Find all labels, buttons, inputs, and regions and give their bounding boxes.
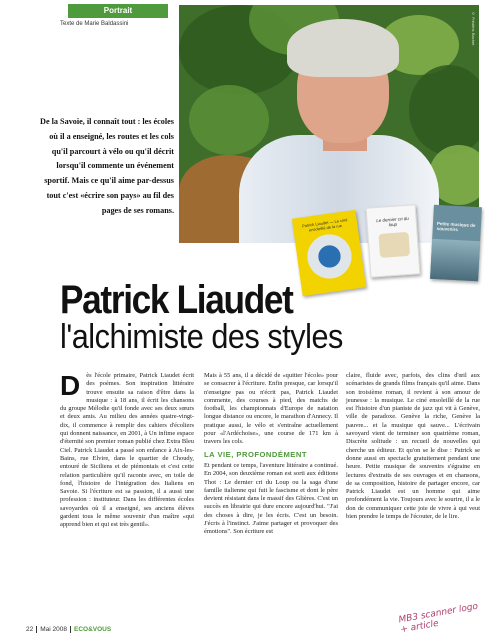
- article-column-2: [204, 372, 338, 537]
- book-cover-2: [366, 204, 421, 277]
- book-cover-art: [430, 239, 480, 281]
- article-column-1: [60, 372, 194, 530]
- handwritten-note: MB3 scanner logo + article: [397, 601, 479, 636]
- column-text: Et pendant ce temps, l'aventure littéraire a continué. En 2004, son deuxième roman est sorti aux éditions Thot : Le dernier cri du Loup ou la saga d'une famille italienne qui fuit le fascisme et dont le père devient résistant dans le massif des Glières. C'est un succès en librairie qui dure encore aujourd'hui. "J'ai des choses à dire, je les écris. C'est un besoin. J'écris à l'instinct. J'aime partager et provoquer des émotions". Son écriture est: [204, 461, 338, 536]
- photo-credit: © Frédéric Bachet: [471, 11, 476, 46]
- book-cover-3: [430, 205, 482, 281]
- byline: Texte de Marie Baldassini: [60, 21, 129, 27]
- book-title: Le dernier cri du loup: [376, 215, 409, 228]
- article-title: Patrick Liaudet: [60, 278, 293, 322]
- book-title: Patrick Liaudet — Le ciné ensoleillé de la rue: [301, 217, 348, 233]
- book-cover-art: [378, 232, 410, 258]
- column-text: Mais à 55 ans, il a décidé de «quitter l'école» pour se consacrer à l'écriture. Enfin presque, car lorsqu'il n'enseigne pas ou n'écrit pas, Patrick Liaudet commente, des courses à pied, des matchs de football, les championnats d'Europe de natation longue distance ou encore, le marathon d'Annecy. Il pratique aussi, le vélo et s'entraîne actuellement pour «l'Ardéchoise», une course de 171 km à travers les cols.: [204, 372, 338, 446]
- article-column-3: [346, 372, 480, 521]
- column-text: claire, fluide avec, parfois, des clins d'œil aux scénaristes de grands films français qu'il aime. Dans son troisième roman, il revient à son amour de jeunesse : la musique. Le ciné ensoleillé de la rue est l'histoire d'un pianiste de jazz qui vit à Genève, ville de paradoxe. Genève la riche, Genève la pauvre... et la musique qui sauve... L'écrivain savoyard vient de terminer son quatrième roman, Discrète solitude : un recueil de nouvelles qui cherche un éditeur. Et qu'on se le dise : Patrick se donne aussi en spectacle gratuitement pendant une heure. Petite musique de souvenirs s'égraine en lectures d'extraits de ses ouvrages et en chansons, de sa composition, histoire de partager encore, car Patrick Liaudet est un homme qui aime profondément la vie. Toujours avec le sourire, il a le don de communiquer cette joie de vivre à qui veut bien prendre le temps de l'écouter, de le lire.: [346, 372, 480, 521]
- page-footer: [26, 626, 111, 633]
- magazine-brand: ECO&VOUS: [73, 626, 112, 634]
- drop-cap: D: [60, 370, 81, 401]
- section-heading: LA VIE, PROFONDÉMENT: [204, 449, 307, 459]
- intro-paragraph: De la Savoie, il connaît tout : les écoles où il a enseigné, les routes et les cols qu'il parcourt à vélo ou qu'il décrit lorsqu'il commente un événement sportif. Mais ce qu'il aime par-dessus tout c'est «écrire son pays» au fil des pages de ses romans.: [40, 117, 174, 215]
- hair-shape: [287, 19, 399, 77]
- column-text: ès l'école primaire, Patrick Liaudet écrit des poèmes. Son inspiration littéraire trouve ensuite sa raison d'être dans la musique : à 18 ans, il écrit les chansons du groupe Mélodie qu'il fonde avec ses deux sœurs et deux amis. Au milieu des années quatre-vingt-dix, il commence à remplir des cahiers d'écoliers qui donnent naissance, en 2001, à Un infime espace d'éternité son premier roman publié chez Extra Bleu Ciel. Patrick Liaudet a passé son enfance à Aix-les-Bains, rue Elvire, dans le quartier de Choudy, entouré de Siciliens et de piémontais et c'est cette relation particulière qu'il raconte avec, en toile de fond, l'histoire de l'intégration des Italiens en Savoie. Si l'écriture est sa passion, il a aussi une profession : instituteur. Dans les différentes écoles savoyardes où il a enseigné, ses anciens élèves gardent tous le même souvenir d'un maître «qui apprend bien et qui est très gentil».: [60, 372, 194, 529]
- article-subtitle: l'alchimiste des styles: [60, 318, 343, 356]
- section-tag: Portrait: [68, 4, 168, 18]
- page-number: 22: [26, 626, 34, 634]
- book-cover-art: [303, 231, 357, 287]
- issue-date: Mai 2008: [40, 626, 67, 634]
- book-title: Petite musique de souvenirs: [436, 220, 476, 233]
- book-cover-1: [292, 210, 366, 296]
